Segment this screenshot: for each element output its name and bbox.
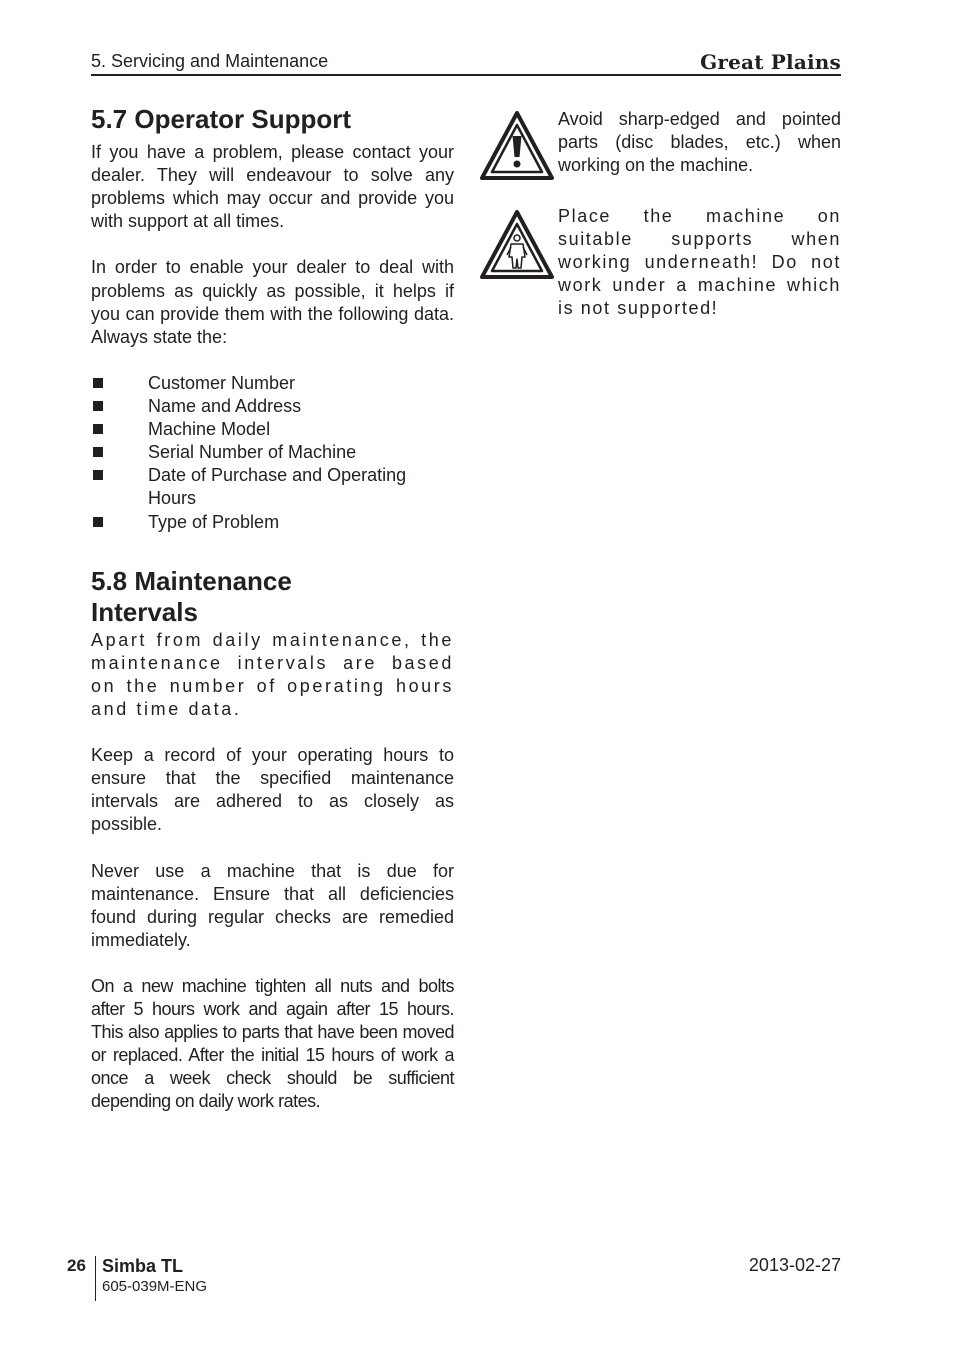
bullet-square-icon bbox=[93, 401, 103, 411]
list-item: Customer Number bbox=[91, 372, 454, 395]
brand-logo: Great Plains bbox=[700, 50, 841, 74]
bullet-square-icon bbox=[93, 378, 103, 388]
maintenance-para-3: Never use a machine that is due for maintenance. Ensure that all deficiencies found during regular checks are remedied immediately. bbox=[91, 860, 454, 950]
maintenance-para-4: On a new machine tighten all nuts and bolts after 5 hours work and again after 15 hours. This also applies to parts that have been moved or replaced. After the initial 15 hours of work a once a week check should be sufficient depending on daily work rates. bbox=[91, 976, 454, 1112]
header-divider bbox=[91, 74, 841, 76]
exclamation-warning-icon bbox=[478, 108, 556, 180]
maintenance-para-2: Keep a record of your operating hours to ensure that the specified maintenance intervals are adhered to as closely as possible. bbox=[91, 745, 454, 835]
header-section-title: 5. Servicing and Maintenance bbox=[91, 51, 329, 71]
operator-support-para-1: If you have a problem, please contact your dealer. They will endeavour to solve any problems which may occur and provide you with support at all times. bbox=[91, 142, 454, 232]
list-item: Type of Problem bbox=[91, 511, 454, 534]
bullet-square-icon bbox=[93, 447, 103, 457]
operator-support-heading: 5.7 Operator Support bbox=[91, 104, 352, 134]
maintenance-heading bbox=[91, 566, 454, 628]
warning-supports bbox=[478, 207, 841, 320]
warning-sharp-parts-text: Avoid sharp-edged and pointed parts (disc blades, etc.) when working on the machine. bbox=[558, 109, 841, 176]
footer-divider bbox=[95, 1256, 96, 1301]
list-item: Name and Address bbox=[91, 395, 454, 418]
page-number: 26 bbox=[67, 1256, 86, 1275]
list-item: Machine Model bbox=[91, 418, 454, 441]
data-list bbox=[91, 372, 454, 534]
operator-support-para-2: In order to enable your dealer to deal with problems as quickly as possible, it helps if you can provide them with the following data. Always state the: bbox=[91, 257, 454, 347]
bullet-square-icon bbox=[93, 517, 103, 527]
maintenance-heading-line-2: Intervals bbox=[91, 596, 198, 627]
list-item: Serial Number of Machine bbox=[91, 441, 454, 464]
warning-supports-text: Place the machine on suitable supports when working underneath! Do not work under a machine which is not supported! bbox=[558, 206, 841, 319]
maintenance-para-1: Apart from daily maintenance, the maintenance intervals are based on the number of operating hours and time data. bbox=[91, 629, 454, 719]
footer-date: 2013-02-27 bbox=[748, 1255, 841, 1275]
footer-doc-number: 605-039M-ENG bbox=[102, 1278, 208, 1295]
footer-model: Simba TL bbox=[102, 1256, 184, 1276]
left-column bbox=[91, 104, 454, 1114]
bullet-square-icon bbox=[93, 470, 103, 480]
list-item: Date of Purchase and Operating Hours bbox=[91, 464, 454, 510]
person-crush-warning-icon bbox=[478, 207, 556, 279]
right-column bbox=[478, 108, 841, 320]
maintenance-heading-line-1: 5.8 Maintenance bbox=[91, 565, 292, 596]
warning-sharp-parts bbox=[478, 108, 841, 185]
bullet-square-icon bbox=[93, 424, 103, 434]
